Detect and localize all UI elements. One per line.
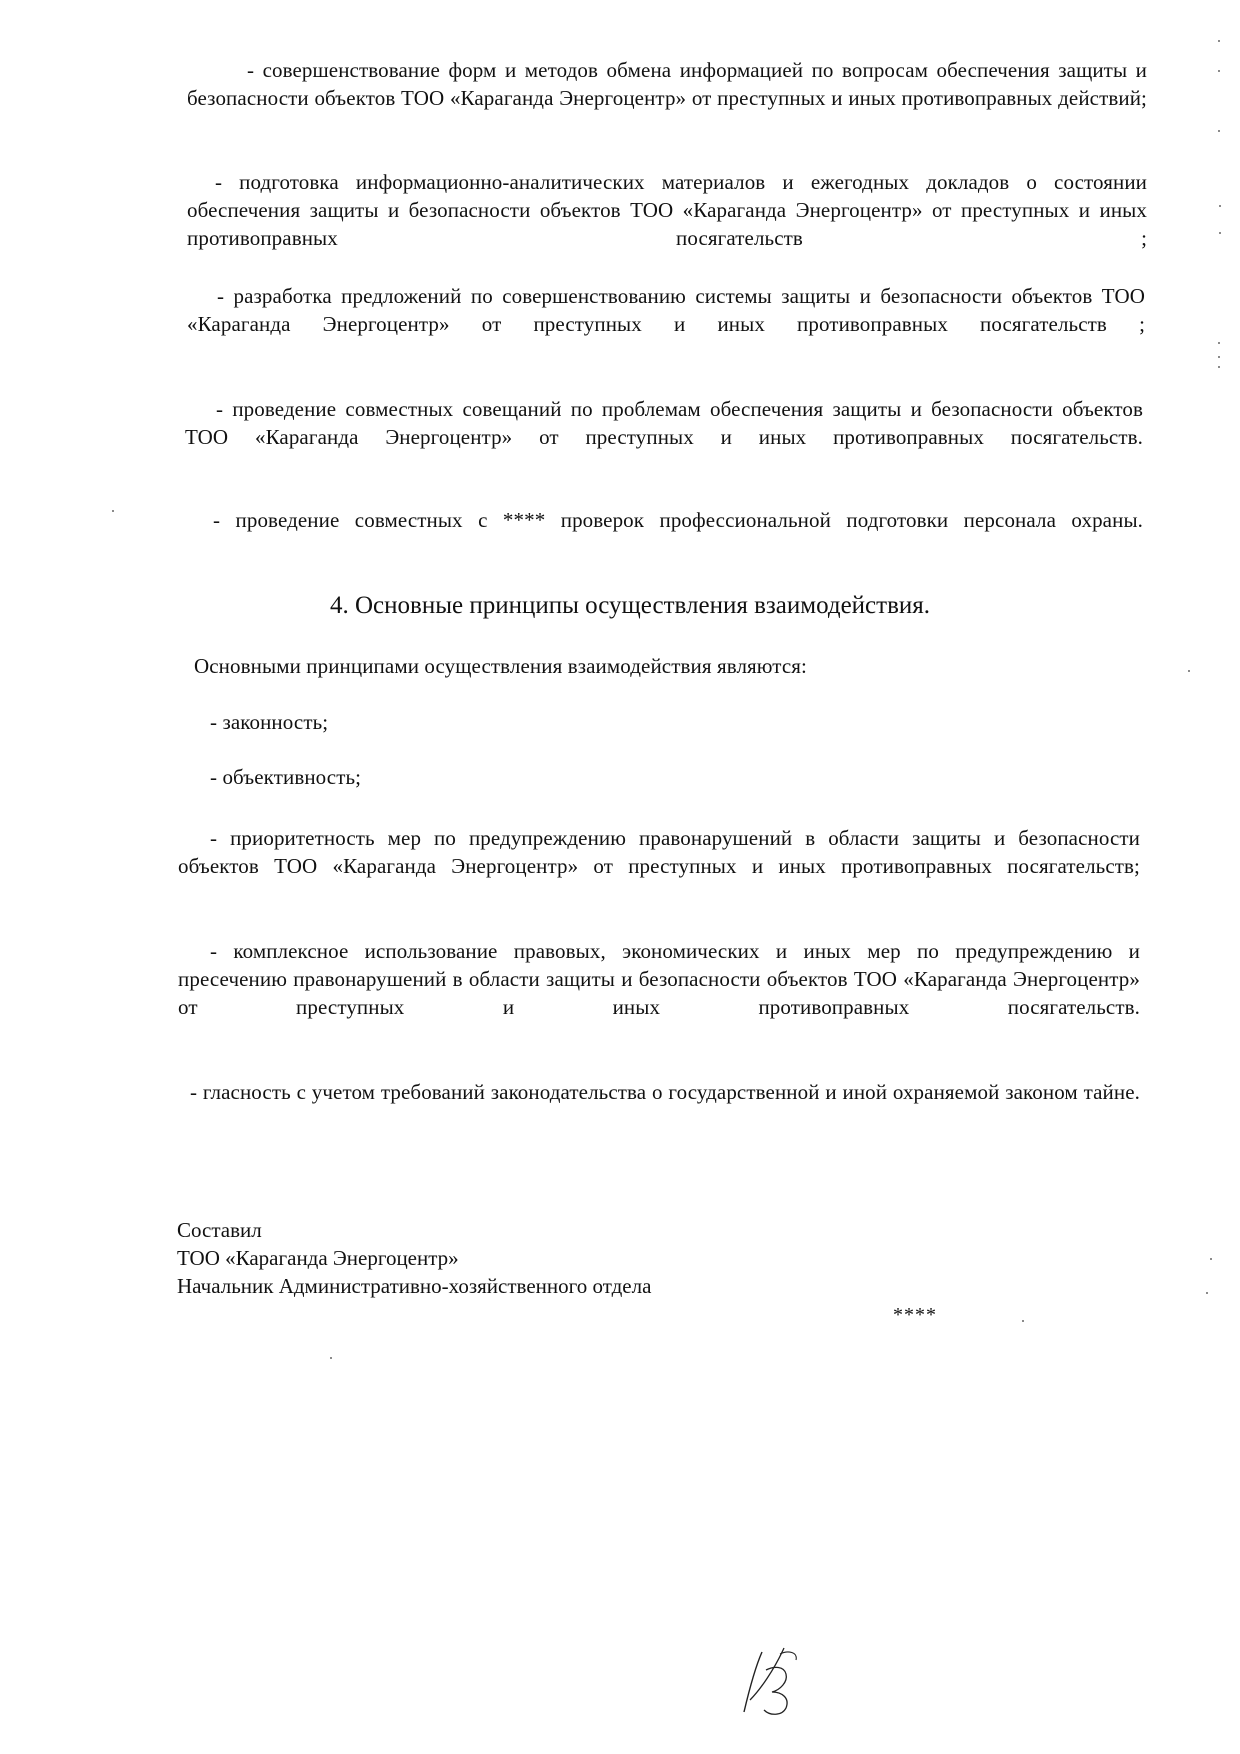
signoff-block	[177, 1216, 651, 1300]
paragraph-proposals: - разработка предложений по совершенствованию системы защиты и безопасности объектов ТОО «Караганда Энергоцентр» от преступных и иных противоправных посягательств ;	[187, 284, 1145, 336]
principle-objectivity: - объективность;	[210, 765, 362, 789]
paragraph-analytical-materials: - подготовка информационно-аналитических материалов и ежегодных докладов о состоянии обеспечения защиты и безопасности объектов ТОО «Караганда Энергоцентр» от преступных и иных противоправных посягательств ;	[187, 170, 1147, 250]
principle-publicity: - гласность с учетом требований законодательства о государственной и иной охраняемой законом тайне.	[190, 1080, 1140, 1104]
paragraph-joint-inspections: - проведение совместных с **** проверок профессиональной подготовки персонала охраны.	[213, 508, 1143, 532]
scan-speck	[330, 1357, 332, 1359]
scan-speck	[1022, 1320, 1024, 1322]
principle-legality: - законность;	[210, 710, 329, 734]
scan-speck	[1188, 670, 1190, 672]
signoff-position: Начальник Административно-хозяйственного отдела	[177, 1274, 652, 1298]
principles-intro: Основными принципами осуществления взаимодействия являются:	[194, 654, 807, 678]
principle-complex-use: - комплексное использование правовых, экономических и иных мер по предупреждению и пресечению правонарушений в области защиты и безопасности объектов ТОО «Караганда Энергоцентр» от преступных и иных противоправных посягательств.	[178, 939, 1140, 1019]
scan-speck	[112, 510, 114, 512]
signoff-name-redacted: ****	[893, 1304, 937, 1326]
paragraph-joint-meetings: - проведение совместных совещаний по проблемам обеспечения защиты и безопасности объектов ТОО «Караганда Энергоцентр» от преступных и иных противоправных посягательств.	[185, 397, 1143, 449]
principle-priority: - приоритетность мер по предупреждению правонарушений в области защиты и безопасности объектов ТОО «Караганда Энергоцентр» от преступных и иных противоправных посягательств;	[178, 826, 1140, 878]
section-heading: 4. Основные принципы осуществления взаимодействия.	[329, 592, 930, 619]
signoff-organization: ТОО «Караганда Энергоцентр»	[177, 1246, 459, 1270]
scan-margin-artifacts	[1200, 0, 1240, 1754]
handwritten-signature	[740, 1640, 810, 1720]
signoff-compiled-by: Составил	[177, 1218, 262, 1242]
paragraph-info-exchange: - совершенствование форм и методов обмена информацией по вопросам обеспечения защиты и безопасности объектов ТОО «Караганда Энергоцентр» от преступных и иных противоправных действий;	[187, 58, 1147, 110]
